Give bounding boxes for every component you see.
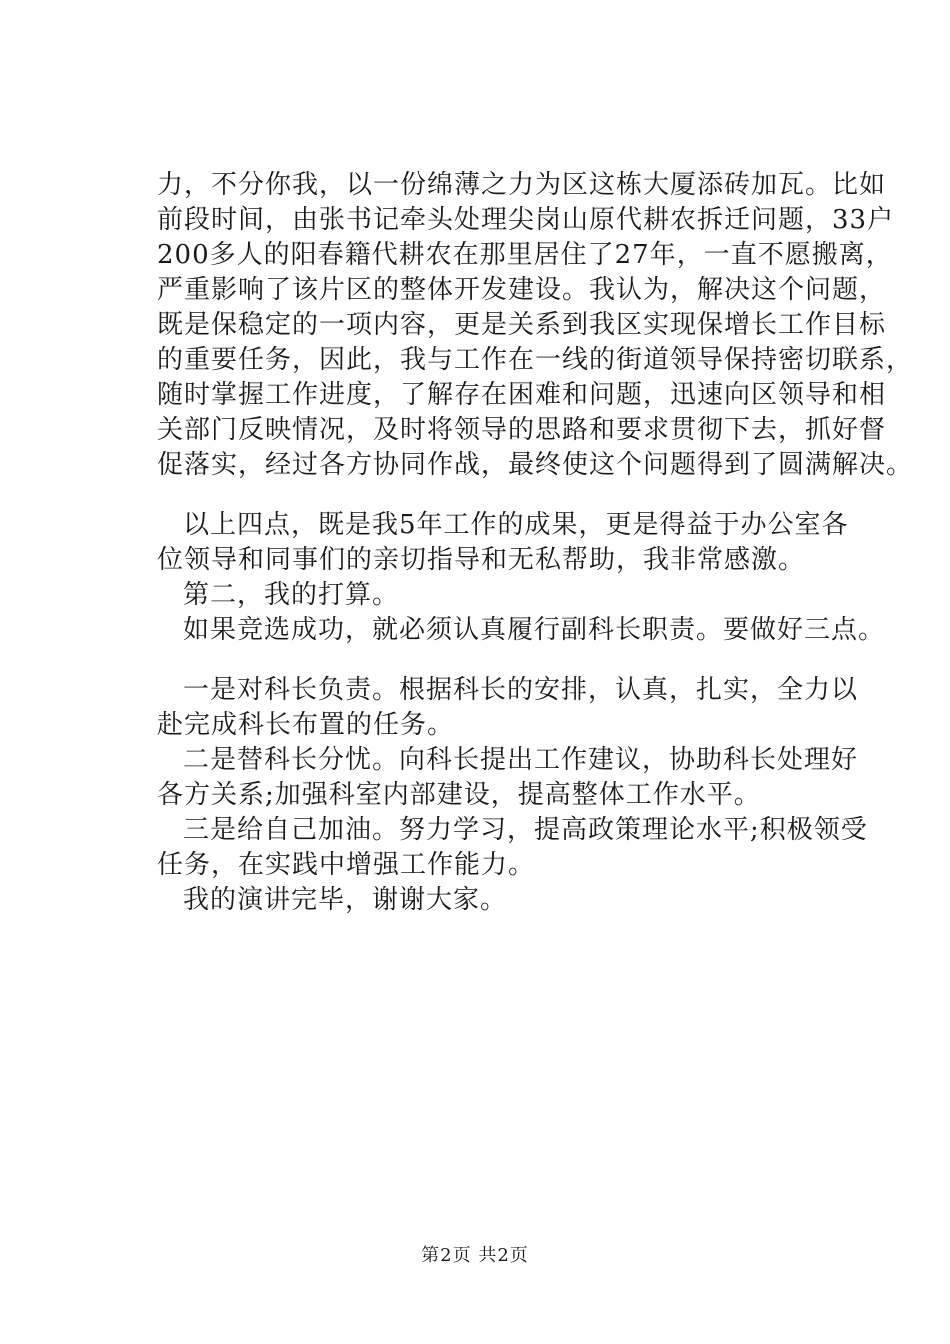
text-line: 关部门反映情况，及时将领导的思路和要求贯彻下去，抓好督 — [157, 415, 887, 445]
paragraph-8 — [157, 883, 857, 918]
paragraph-4 — [157, 613, 886, 648]
text-line: 既是保稳定的一项内容，更是关系到我区实现保增长工作目标 — [157, 310, 887, 340]
text-line: 前段时间，由张书记牵头处理尖岗山原代耕农拆迁问题，33户 — [157, 205, 895, 235]
text-line: 力，不分你我，以一份绵薄之力为区这栋大厦添砖加瓦。比如 — [157, 170, 887, 200]
text-line: 赴完成科长布置的任务。 — [157, 710, 455, 740]
text-line: 二是替科长分忧。向科长提出工作建议，协助科长处理好 — [183, 745, 859, 775]
page-number-label: 第2页 共2页 — [421, 1245, 529, 1266]
text-line: 第二，我的打算。 — [183, 580, 400, 610]
text-line: 一是对科长负责。根据科长的安排，认真，扎实，全力以 — [183, 675, 859, 705]
paragraph-1 — [157, 168, 914, 483]
paragraph-7 — [157, 813, 868, 883]
text-line: 任务，在实践中增强工作能力。 — [157, 850, 536, 880]
text-line: 200多人的阳春籍代耕农在那里居住了27年，一直不愿搬离， — [157, 240, 893, 270]
text-line: 如果竞选成功，就必须认真履行副科长职责。要做好三点。 — [183, 615, 886, 645]
paragraph-5 — [157, 673, 857, 743]
page-footer — [0, 1244, 950, 1268]
text-line: 各方关系;加强科室内部建设，提高整体工作水平。 — [157, 780, 761, 810]
paragraph-3 — [157, 578, 857, 613]
text-line: 随时掌握工作进度，了解存在困难和问题，迅速向区领导和相 — [157, 380, 887, 410]
text-line: 位领导和同事们的亲切指导和无私帮助，我非常感激。 — [157, 545, 806, 575]
text-line: 的重要任务，因此，我与工作在一线的街道领导保持密切联系， — [157, 345, 914, 375]
text-line: 三是给自己加油。努力学习，提高政策理论水平;积极领受 — [183, 815, 868, 845]
paragraph-6 — [157, 743, 857, 813]
document-body — [157, 168, 914, 918]
text-line: 促落实，经过各方协同作战，最终使这个问题得到了圆满解决。 — [157, 450, 914, 480]
text-line: 我的演讲完毕，谢谢大家。 — [183, 885, 508, 915]
paragraph-2 — [157, 508, 857, 578]
text-line: 严重影响了该片区的整体开发建设。我认为，解决这个问题， — [157, 275, 887, 305]
text-line: 以上四点，既是我5年工作的成果，更是得益于办公室各 — [183, 510, 849, 540]
